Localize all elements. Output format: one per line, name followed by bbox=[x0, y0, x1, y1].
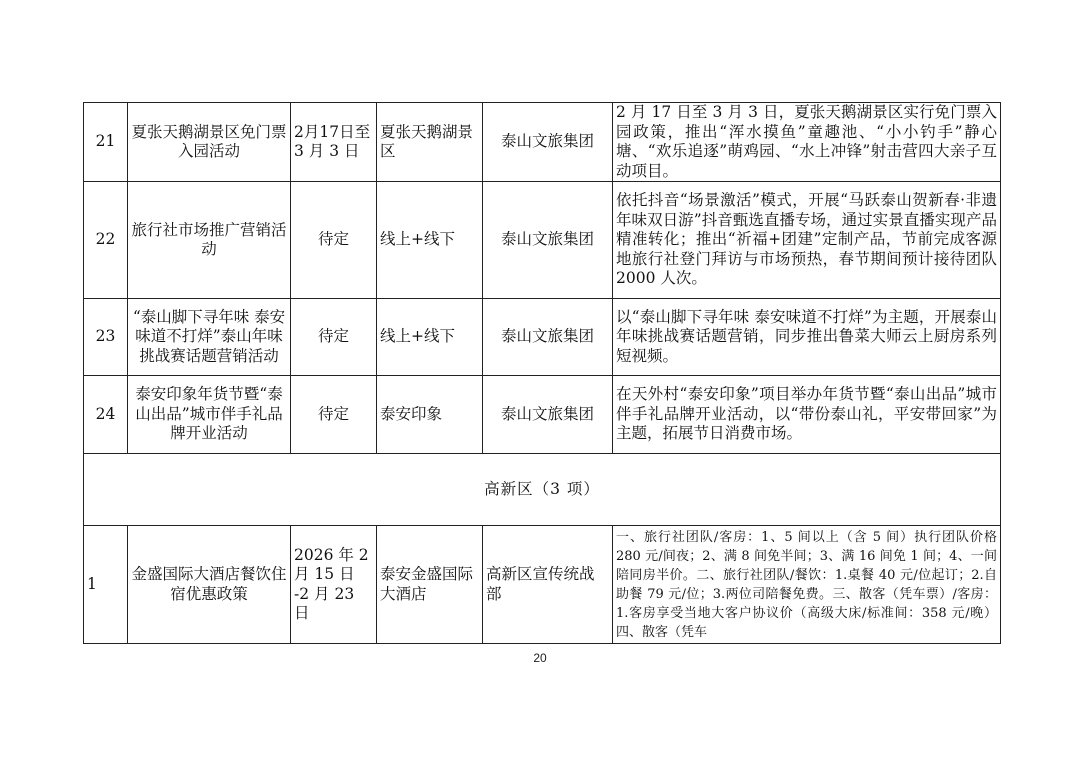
activities-table bbox=[83, 102, 1001, 644]
activity-name: 金盛国际大酒店餐饮住宿优惠政策 bbox=[128, 526, 291, 644]
organizer: 泰山文旅集团 bbox=[483, 299, 613, 376]
row-number: 1 bbox=[84, 526, 128, 644]
table-row bbox=[84, 526, 1001, 644]
activity-description: 一、旅行社团队/客房：1、5 间以上（含 5 间）执行团队价格 280 元/间夜；2、满 8 间免半间；3、满 16 间免 1 间；4、一间陪同房半价。二、旅行社团队/餐饮：1.桌餐 40 元/位起订；2.自助餐 79 元/位；3.两位司陪餐免费。三、散客（凭车票）/客房：1.客房享受当地大客户协议价（高级大床/标准间：358 元/晚）四、散客（凭车 bbox=[613, 526, 1001, 644]
activity-description: 在天外村“泰安印象”项目举办年货节暨“泰山出品”城市伴手礼品牌开业活动，以“带份泰山礼，平安带回家”为主题，拓展节日消费市场。 bbox=[613, 376, 1001, 454]
activity-name: 泰安印象年货节暨“泰山出品”城市伴手礼品牌开业活动 bbox=[128, 376, 291, 454]
table-row bbox=[84, 103, 1001, 182]
activity-place: 线上+线下 bbox=[377, 299, 483, 376]
activity-time: 2026 年 2 月 15 日 -2 月 23 日 bbox=[291, 526, 377, 644]
table-row bbox=[84, 299, 1001, 376]
activity-name: 旅行社市场推广营销活动 bbox=[128, 182, 291, 299]
activity-place: 泰安金盛国际大酒店 bbox=[377, 526, 483, 644]
activity-name: “泰山脚下寻年味 泰安味道不打烊”泰山年味挑战赛话题营销活动 bbox=[128, 299, 291, 376]
activity-place: 泰安印象 bbox=[377, 376, 483, 454]
page-number: 20 bbox=[533, 651, 547, 665]
activity-name: 夏张天鹅湖景区免门票入园活动 bbox=[128, 103, 291, 182]
activity-description: 2 月 17 日至 3 月 3 日，夏张天鹅湖景区实行免门票入园政策，推出“浑水摸鱼”童趣池、“小小钓手”静心塘、“欢乐追逐”萌鸡园、“水上冲锋”射击营四大亲子互动项目。 bbox=[613, 103, 1001, 182]
section-row bbox=[84, 454, 1001, 526]
organizer: 泰山文旅集团 bbox=[483, 103, 613, 182]
section-title: 高新区（3 项） bbox=[84, 454, 1001, 526]
activity-time: 待定 bbox=[291, 299, 377, 376]
organizer: 泰山文旅集团 bbox=[483, 376, 613, 454]
activity-time: 待定 bbox=[291, 376, 377, 454]
row-number: 22 bbox=[84, 182, 128, 299]
row-number: 21 bbox=[84, 103, 128, 182]
organizer: 高新区宣传统战部 bbox=[483, 526, 613, 644]
activity-place: 夏张天鹅湖景区 bbox=[377, 103, 483, 182]
activity-description: 依托抖音“场景激活”模式，开展“马跃泰山贺新春·非遗年味双日游”抖音甄选直播专场，通过实景直播实现产品精准转化；推出“祈福+团建”定制产品，节前完成客源地旅行社登门拜访与市场预热，春节期间预计接待团队 2000 人次。 bbox=[613, 182, 1001, 299]
activity-place: 线上+线下 bbox=[377, 182, 483, 299]
table-row bbox=[84, 182, 1001, 299]
row-number: 23 bbox=[84, 299, 128, 376]
activity-description: 以“泰山脚下寻年味 泰安味道不打烊”为主题，开展泰山年味挑战赛话题营销，同步推出鲁菜大师云上厨房系列短视频。 bbox=[613, 299, 1001, 376]
activity-time: 待定 bbox=[291, 182, 377, 299]
organizer: 泰山文旅集团 bbox=[483, 182, 613, 299]
activity-time: 2月17日至 3 月 3 日 bbox=[291, 103, 377, 182]
table-row bbox=[84, 376, 1001, 454]
row-number: 24 bbox=[84, 376, 128, 454]
